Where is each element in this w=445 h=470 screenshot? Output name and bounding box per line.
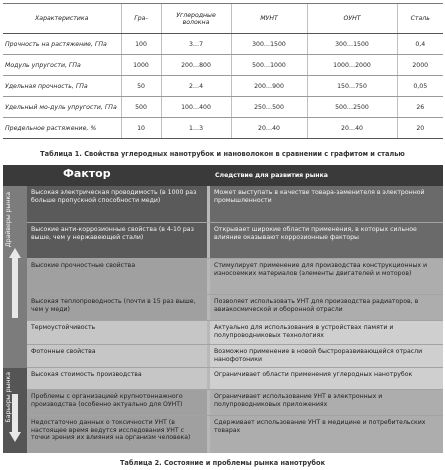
cell: 2000 <box>397 55 443 76</box>
driver-row <box>27 186 443 223</box>
driver-row <box>27 223 443 259</box>
col-header-characteristic: Характеристика <box>3 4 121 34</box>
cell: 26 <box>397 97 443 118</box>
table2-caption: Таблица 2. Состояние и проблемы рынка нанотрубок <box>119 459 326 467</box>
factor-cell: Высокие анти-коррозионные свойства (в 4-10 раз выше, чем у нержавеющей стали) <box>27 223 207 258</box>
header-effect: Следствие для развития рынка <box>215 172 328 179</box>
cell: 20 <box>397 118 443 139</box>
factor-cell: Высокая электрическая проводимость (в 1000 раз больше пропускной способности меди) <box>27 186 207 222</box>
row-label: Прочность на растяжение, ГПа <box>3 34 121 55</box>
effect-cell: Возможно применение в новой быстроразвивающейся отрасли нанофотоники <box>210 345 443 367</box>
properties-table <box>3 3 443 139</box>
cell: 150…750 <box>307 76 397 97</box>
arrow-up-icon <box>9 248 21 318</box>
cell: 1…3 <box>161 118 231 139</box>
cell: 200…800 <box>161 55 231 76</box>
table-row <box>3 76 443 97</box>
factor-cell: Высокая стоимость производства <box>27 368 207 389</box>
barrier-row <box>27 368 443 390</box>
cell: 100…400 <box>161 97 231 118</box>
table-row <box>3 34 443 55</box>
cell: 50 <box>121 76 161 97</box>
cell: 3…7 <box>161 34 231 55</box>
table-header-row <box>3 4 443 34</box>
cell: 1000…2000 <box>307 55 397 76</box>
effect-cell: Позволяет использовать УНТ для производства радиаторов, в авиакосмической и оборонной отрасли <box>210 295 443 320</box>
barrier-row <box>27 416 443 453</box>
cell: 250…500 <box>231 97 307 118</box>
arrow-down-icon <box>9 394 21 442</box>
cell: 0,4 <box>397 34 443 55</box>
effect-cell: Открывает широкие области применения, в которых сильное влияние оказывают коррозионные факторы <box>210 223 443 258</box>
cell: 2…4 <box>161 76 231 97</box>
factor-cell: Высокая теплопроводность (почти в 15 раз выше, чем у меди) <box>27 295 207 320</box>
effect-cell: Стимулирует применение для производства конструкционных и износоемких материалов (элементы двигателей и моторов) <box>210 259 443 294</box>
cell: 300…1500 <box>231 34 307 55</box>
cell: 500…2500 <box>307 97 397 118</box>
cell: 10 <box>121 118 161 139</box>
header-factor: Фактор <box>63 167 111 180</box>
factor-cell: Фотонные свойства <box>27 345 207 367</box>
barrier-row <box>27 390 443 416</box>
barriers-side-band <box>3 368 27 453</box>
row-label: Модуль упругости, ГПа <box>3 55 121 76</box>
driver-row <box>27 321 443 345</box>
factor-cell: Термоустойчивость <box>27 321 207 344</box>
effect-cell: Сдерживает использование УНТ в медицине и потребительских товарах <box>210 416 443 453</box>
table1-caption: Таблица 1. Свойства углеродных нанотрубок и нановолокон в сравнении с графитом и сталью <box>40 150 405 158</box>
cell: 20…40 <box>231 118 307 139</box>
cell: 300…1500 <box>307 34 397 55</box>
effect-cell: Ограничивает использование УНТ в электронных и полупроводниковых приложениях <box>210 390 443 415</box>
cell: 0,05 <box>397 76 443 97</box>
effect-cell: Актуально для использования в устройствах памяти и полупроводниковых технологиях <box>210 321 443 344</box>
row-label: Удельный мо-дуль упругости, ГПа <box>3 97 121 118</box>
market-table-header <box>3 165 443 186</box>
cell: 200…900 <box>231 76 307 97</box>
barriers-label: Барьеры рынка <box>5 372 12 423</box>
factor-cell: Проблемы с организацией крупнотоннажного производства (особенно актуально для ОУНТ) <box>27 390 207 415</box>
drivers-label: Драйверы рынка <box>5 192 12 248</box>
effect-cell: Ограничивает области применения углеродных нанотрубок <box>210 368 443 389</box>
cell: 500…1000 <box>231 55 307 76</box>
cell: 1000 <box>121 55 161 76</box>
factor-cell: Недостаточно данных о токсичности УНТ (в настоящее время ведутся исследования УНТ с точки зрения их влияния на организм человека) <box>27 416 207 453</box>
table-row <box>3 118 443 139</box>
col-header-swnt: ОУНТ <box>307 4 397 34</box>
market-table <box>3 165 443 453</box>
col-header-steel: Сталь <box>397 4 443 34</box>
factor-cell: Высокие прочностные свойства <box>27 259 207 294</box>
driver-row <box>27 259 443 295</box>
col-header-carbon-fibers: Углеродные волокна <box>161 4 231 34</box>
drivers-side-band <box>3 186 27 368</box>
cell: 100 <box>121 34 161 55</box>
cell: 500 <box>121 97 161 118</box>
table-row <box>3 97 443 118</box>
table-row <box>3 55 443 76</box>
col-header-mwnt: МУНТ <box>231 4 307 34</box>
driver-row <box>27 295 443 321</box>
col-header-graphite: Гра- <box>121 4 161 34</box>
row-label: Предельное растяжение, % <box>3 118 121 139</box>
row-label: Удельная прочность, ГПа <box>3 76 121 97</box>
cell: 20…40 <box>307 118 397 139</box>
driver-row <box>27 345 443 368</box>
effect-cell: Может выступать в качестве товара-заменителя в электронной промышленности <box>210 186 443 222</box>
